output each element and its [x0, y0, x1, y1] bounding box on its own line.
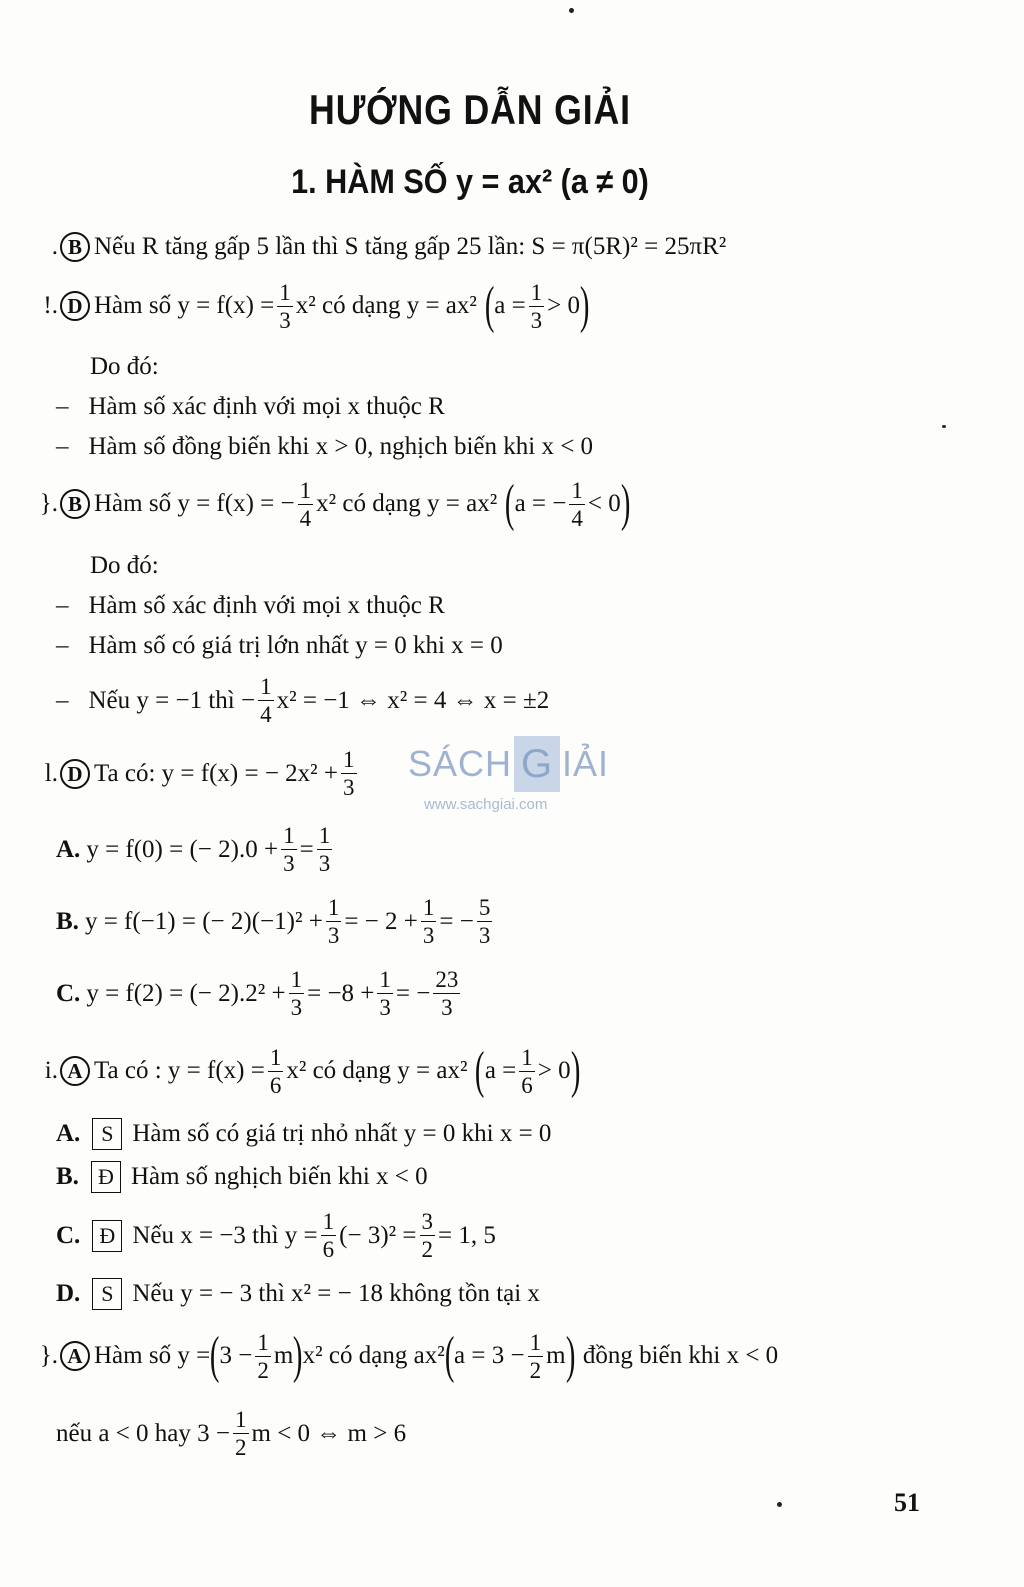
q3-text-a: Hàm số y = f(x) = −: [94, 490, 295, 517]
true-false-box: Đ: [92, 1220, 122, 1252]
q3-text-b: x² có dạng y = ax²: [316, 490, 498, 517]
q2-text-a: Hàm số y = f(x) =: [94, 292, 275, 319]
right-paren: ): [579, 277, 590, 334]
q2-bullet-1: – Hàm số xác định với mọi x thuộc R: [56, 393, 445, 420]
q3-text-c: a = −: [514, 490, 567, 517]
question-1: [30, 232, 726, 262]
watermark-logo: SÁCH G IẢI: [408, 736, 609, 792]
question-number: !.: [43, 292, 58, 319]
right-paren: ): [570, 1042, 581, 1099]
watermark: [408, 736, 609, 813]
q5-text-c: a =: [484, 1057, 517, 1084]
answer-circle: B: [60, 232, 90, 262]
question-5: [30, 1042, 581, 1099]
q2-text-d: > 0: [547, 292, 581, 319]
q1-text: Nếu R tăng gấp 5 lần thì S tăng gấp 25 lần: S = π(5R)² = 25πR²: [94, 233, 727, 260]
fraction: $\frac{1}{3}$: [343, 747, 355, 800]
right-paren: ): [620, 475, 631, 532]
q4-option-c: C. y = f(2) = (− 2).2² + $\frac{1}{3}$ = −8 + $\frac{1}{3}$ = − $\frac{23}{3}$: [56, 967, 459, 1020]
question-number: }.: [39, 1342, 58, 1369]
q3-bullet-3: – Nếu y = −1 thì − $\frac{1}{4}$ x² = −1 ⇔ x² = 4 ⇔ x = ±2: [56, 674, 550, 727]
q5-text-d: > 0: [537, 1057, 571, 1084]
right-paren: ): [293, 1327, 303, 1384]
q2-text-b: x² có dạng y = ax²: [295, 292, 477, 319]
watermark-url: www.sachgiai.com: [424, 796, 548, 813]
q2-text-c: a =: [494, 292, 526, 319]
q4-option-b: B. y = f(−1) = (− 2)(−1)² + $\frac{1}{3}$ = − 2 + $\frac{1}{3}$ = − $\frac{5}{3}$: [56, 895, 491, 948]
q6-line-2: nếu a < 0 hay 3 − $\frac{1}{2}$ m < 0 ⇔ m > 6: [56, 1407, 407, 1460]
answer-circle: A: [60, 1341, 90, 1371]
q4-text-a: Ta có: y = f(x) = − 2x² +: [94, 759, 339, 787]
true-false-box: S: [92, 1278, 122, 1310]
q3-text-d: < 0: [587, 490, 621, 517]
fraction: $\frac{1}{4}$: [571, 477, 583, 531]
fraction: $\frac{1}{3}$: [422, 895, 435, 948]
fraction: $\frac{5}{3}$: [478, 895, 491, 948]
question-6: }. A Hàm số y = ( 3 − $\frac{1}{2}$ m ) x² có dạng ax² ( a = 3 − $\frac{1}{2}$ m ) đồng biến khi x < 0: [30, 1330, 778, 1382]
left-paren: (: [475, 1042, 485, 1099]
page-title: HƯỚNG DẪN GIẢI: [309, 86, 631, 133]
fraction: $\frac{1}{2}$: [235, 1407, 247, 1460]
fraction: $\frac{1}{2}$: [529, 1329, 542, 1383]
q3-bullet-2: – Hàm số có giá trị lớn nhất y = 0 khi x = 0: [56, 632, 503, 659]
question-3: [30, 475, 631, 532]
answer-circle: B: [60, 489, 90, 519]
q4-option-a: A. y = f(0) = (− 2).0 + $\frac{1}{3}$ = $\frac{1}{3}$: [56, 823, 331, 876]
q5-text-b: x² có dạng y = ax²: [286, 1057, 468, 1084]
page-number: 51: [894, 1488, 920, 1517]
scan-speck: [569, 8, 574, 13]
fraction: $\frac{23}{3}$: [435, 967, 459, 1020]
question-number: l.: [44, 759, 58, 787]
right-paren: ): [565, 1327, 575, 1384]
fraction: $\frac{1}{4}$: [260, 674, 272, 727]
question-number: .: [51, 233, 58, 260]
left-paren: (: [484, 277, 495, 334]
question-2: [30, 277, 590, 334]
scan-speck: [777, 1502, 782, 1507]
answer-circle: D: [60, 759, 90, 789]
fraction: $\frac{1}{3}$: [290, 967, 303, 1020]
scan-speck: [942, 425, 946, 428]
q5-option-a: A. S Hàm số có giá trị nhỏ nhất y = 0 khi x = 0: [56, 1118, 551, 1150]
q3-doado: Do đó:: [90, 552, 159, 579]
left-paren: (: [505, 475, 515, 532]
section-title: 1. HÀM SỐ y = ax² (a ≠ 0): [291, 163, 649, 201]
fraction: $\frac{1}{6}$: [322, 1209, 335, 1262]
answer-circle: A: [60, 1056, 90, 1086]
fraction: $\frac{1}{6}$: [269, 1044, 282, 1098]
question-number: i.: [44, 1057, 58, 1084]
fraction: $\frac{1}{3}$: [530, 279, 543, 333]
q2-doado: Do đó:: [90, 353, 159, 380]
q5-text-a: Ta có : y = f(x) =: [94, 1057, 265, 1084]
left-paren: (: [444, 1327, 455, 1384]
fraction: $\frac{1}{3}$: [327, 895, 340, 948]
question-4: [30, 748, 360, 799]
q5-option-b: B. Đ Hàm số nghịch biến khi x < 0: [56, 1161, 428, 1193]
fraction: $\frac{1}{3}$: [283, 823, 295, 876]
fraction: $\frac{1}{3}$: [279, 279, 291, 333]
true-false-box: Đ: [91, 1161, 121, 1193]
fraction: $\frac{1}{4}$: [299, 477, 312, 531]
answer-circle: D: [60, 291, 90, 321]
fraction: $\frac{1}{3}$: [318, 823, 331, 876]
true-false-box: S: [92, 1118, 122, 1150]
fraction: $\frac{1}{2}$: [257, 1329, 269, 1383]
fraction: $\frac{1}{6}$: [521, 1044, 533, 1098]
q2-bullet-2: – Hàm số đồng biến khi x > 0, nghịch biến khi x < 0: [56, 433, 594, 460]
fraction: $\frac{3}{2}$: [421, 1209, 433, 1262]
fraction: $\frac{1}{3}$: [379, 967, 391, 1020]
left-paren: (: [210, 1327, 220, 1384]
q5-option-d: D. S Nếu y = − 3 thì x² = − 18 không tồn tại x: [56, 1278, 540, 1310]
question-number: }.: [39, 490, 58, 517]
q3-bullet-1: – Hàm số xác định với mọi x thuộc R: [56, 592, 445, 619]
q5-option-c: C. Đ Nếu x = −3 thì y = $\frac{1}{6}$ (− 3)² = $\frac{3}{2}$ = 1, 5: [56, 1209, 496, 1262]
